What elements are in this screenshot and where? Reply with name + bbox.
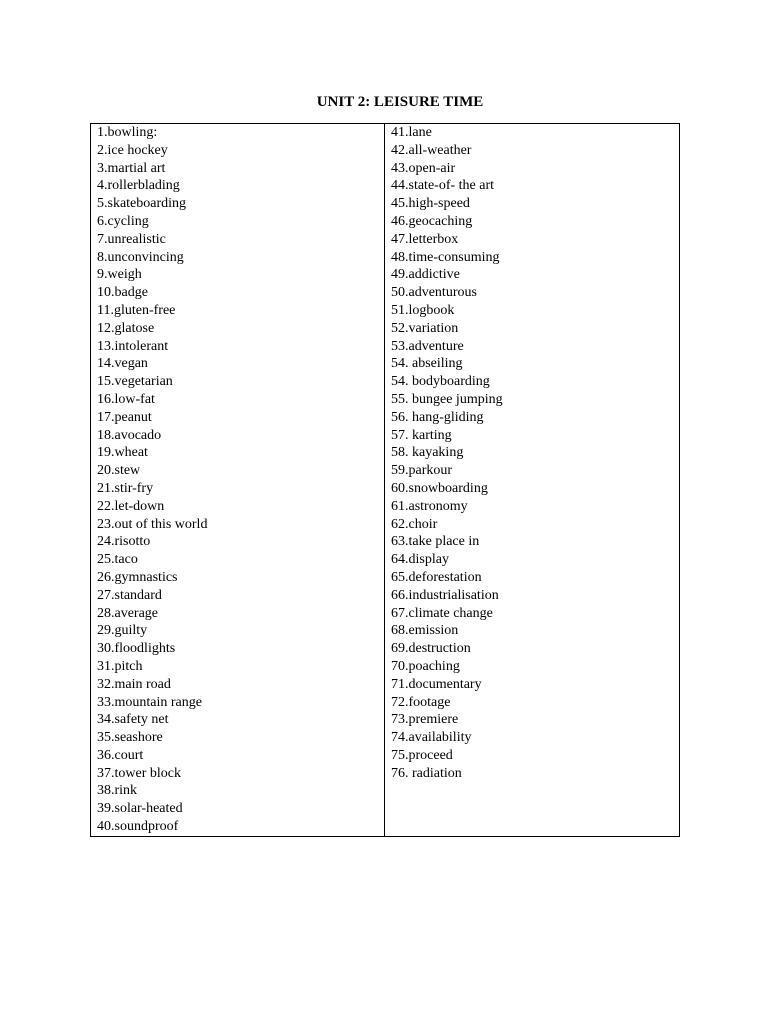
vocab-item: 65.deforestation [391, 569, 482, 585]
vocab-item: 70.poaching [391, 658, 460, 674]
vocab-item: 20.stew [97, 463, 141, 479]
right-word-list [385, 124, 679, 782]
vocab-item: 57. karting [391, 427, 452, 443]
vocab-item: 2.ice hockey [97, 142, 168, 158]
vocab-item: 30.floodlights [97, 641, 176, 657]
vocab-item: 67.climate change [391, 605, 493, 621]
vocab-item: 11.gluten-free [97, 302, 176, 318]
vocab-item: 54. abseiling [391, 356, 463, 372]
vocab-item: 60.snowboarding [391, 480, 488, 496]
vocab-item: 34.safety net [97, 712, 169, 728]
vocab-item: 38.rink [97, 783, 138, 799]
vocab-item: 61.astronomy [391, 498, 468, 514]
left-column [91, 124, 385, 837]
vocab-item: 32.main road [97, 676, 171, 692]
vocab-item: 62.choir [391, 516, 438, 532]
vocab-item: 72.footage [391, 694, 451, 710]
vocab-item: 4.rollerblading [97, 178, 180, 194]
vocab-item: 1.bowling: [97, 125, 158, 140]
page-title: UNIT 2: LEISURE TIME [316, 94, 484, 110]
vocab-item: 58. kayaking [391, 445, 464, 461]
vocab-item: 36.court [97, 747, 144, 763]
vocab-item: 7.unrealistic [97, 231, 166, 247]
vocab-item: 53.adventure [391, 338, 464, 354]
vocab-item: 28.average [97, 605, 159, 621]
vocab-item: 5.skateboarding [97, 196, 187, 212]
vocab-item: 15.vegetarian [97, 374, 173, 390]
vocab-item: 50.adventurous [391, 285, 477, 301]
left-word-list [91, 124, 384, 836]
vocab-item: 16.low-fat [97, 391, 155, 407]
vocab-item: 43.open-air [391, 160, 456, 176]
vocab-item: 35.seashore [97, 730, 163, 746]
vocabulary-table [90, 123, 680, 837]
vocab-item: 12.glatose [97, 320, 155, 336]
vocab-item: 68.emission [391, 623, 459, 639]
vocab-item: 13.intolerant [97, 338, 169, 354]
vocab-item: 8.unconvincing [97, 249, 184, 265]
vocab-item: 46.geocaching [391, 213, 473, 229]
vocab-item: 31.pitch [97, 658, 143, 674]
right-column [385, 124, 680, 837]
vocab-item: 29.guilty [97, 623, 148, 639]
vocab-item: 42.all-weather [391, 142, 472, 158]
vocab-item: 26.gymnastics [97, 569, 178, 585]
vocab-item: 18.avocado [97, 427, 162, 443]
vocab-item: 44.state-of- the art [391, 178, 495, 194]
vocab-item: 66.industrialisation [391, 587, 499, 603]
vocab-item: 64.display [391, 552, 449, 568]
vocab-item: 6.cycling [97, 213, 149, 229]
vocab-item: 23.out of this world [97, 516, 208, 532]
vocab-item: 75.proceed [391, 747, 453, 763]
vocab-item: 33.mountain range [97, 694, 202, 710]
vocab-item: 39.solar-heated [97, 801, 183, 817]
vocab-item: 54. bodyboarding [391, 374, 490, 390]
vocab-item: 22.let-down [97, 498, 165, 514]
vocab-item: 27.standard [97, 587, 162, 603]
vocab-item: 45.high-speed [391, 196, 470, 212]
vocab-item: 40.soundproof [97, 819, 179, 835]
vocab-item: 25.taco [97, 552, 138, 568]
vocab-item: 19.wheat [97, 445, 148, 461]
vocab-item: 59.parkour [391, 463, 453, 479]
vocab-item: 3.martial art [97, 160, 166, 176]
vocab-item: 55. bungee jumping [391, 391, 503, 407]
vocab-item: 21.stir-fry [97, 480, 154, 496]
vocab-item: 63.take place in [391, 534, 480, 550]
vocab-item: 37.tower block [97, 765, 181, 781]
vocab-item: 41.lane [391, 125, 432, 140]
vocab-item: 24.risotto [97, 534, 151, 550]
table-row [91, 124, 680, 837]
vocab-item: 14.vegan [97, 356, 148, 372]
vocab-item: 73.premiere [391, 712, 459, 728]
vocab-item: 17.peanut [97, 409, 152, 425]
vocab-item: 48.time-consuming [391, 249, 500, 265]
vocab-item: 47.letterbox [391, 231, 459, 247]
vocab-item: 74.availability [391, 730, 472, 746]
vocab-item: 52.variation [391, 320, 459, 336]
vocab-item: 71.documentary [391, 676, 482, 692]
vocab-item: 9.weigh [97, 267, 142, 283]
vocab-item: 69.destruction [391, 641, 471, 657]
vocab-item: 76. radiation [391, 765, 462, 781]
vocab-item: 56. hang-gliding [391, 409, 484, 425]
vocab-item: 51.logbook [391, 302, 455, 318]
vocab-item: 49.addictive [391, 267, 460, 283]
vocab-item: 10.badge [97, 285, 148, 301]
